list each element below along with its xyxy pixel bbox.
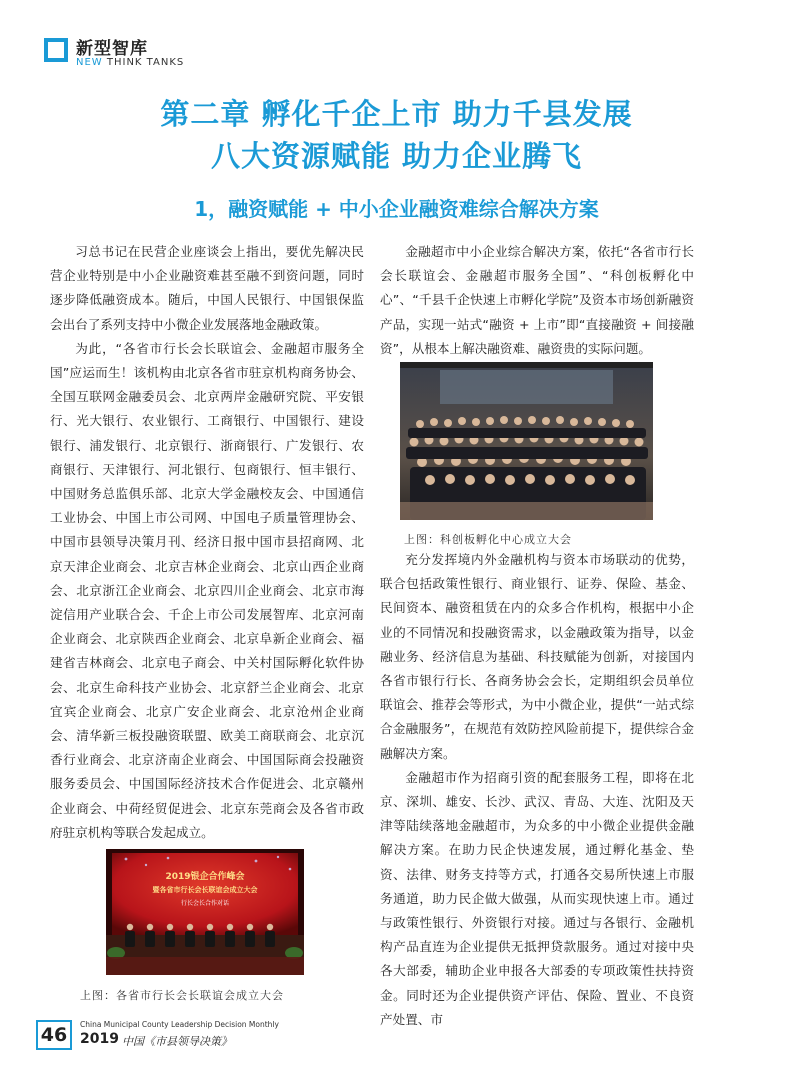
banner-line-1: 2019银企合作峰会 [165, 872, 245, 882]
event-photo-art [106, 849, 304, 975]
footer-magazine-title: 中国《市县领导决策》 [122, 1035, 232, 1048]
banner-line-3: 行长会长合作对话 [180, 900, 230, 907]
chapter-subtitle: 八大资源赋能 助力企业腾飞 [210, 139, 583, 173]
brand-square-icon [44, 38, 68, 62]
page-number: 46 [36, 1020, 72, 1050]
footer-publication-en: China Municipal County Leadership Decision Monthly [80, 1020, 279, 1029]
paragraph: 习总书记在民营企业座谈会上指出，要优先解决民营企业特别是中小企业融资难甚至融不到资问题，同时逐步降低融资成本。随后，中国人民银行、中国银保监会出台了系列支持中小微企业发展落地金融政策。 [50, 244, 364, 332]
event-photo [106, 849, 304, 975]
section-subtitle-rest: THINK TANKS [102, 57, 185, 68]
paragraph: 为此，“各省市行长会长联谊会、金融超市服务全国”应运而生！该机构由北京各省市驻京机构商务协会、全国互联网金融委员会、北京两岸金融研究院、平安银行、光大银行、农业银行、工商银行、中国银行、建设银行、浦发银行、北京银行、浙商银行、广发银行、农商银行、天津银行、河北银行、包商银行、恒丰银行、中国财务总监俱乐部、北京大学金融校友会、中国通信工业协会、中国上市公司网、中国电子质量管理协会、中国市县领导决策月刊、经济日报中国市县招商网、北京天津企业商会、北京吉林企业商会、北京山西企业商会、北京浙江企业商会、北京四川企业商会、北京市海淀信用产业联合会、千企上市公司发展智库、北京河南企业商会、北京陕西企业商会、北京阜新企业商会、福建省吉林商会、北京电子商会、中关村国际孵化软件协会、北京生命科技产业协会、北京舒兰企业商会、北京宜宾企业商会、北京广安企业商会、北京沧州企业商会、清华新三板投融资联盟、欧美工商联商会、北京沉香行业商会、北京济南企业商会、中国国际商会投融资服务委员会、中国国际经济技术合作促进会、北京赣州企业商会、中荷经贸促进会、北京东莞商会及各省市政府驻京机构等联合发起成立。 [50, 340, 364, 840]
photo-caption: 上图：科创板孵化中心成立大会 [404, 533, 572, 546]
right-column-bottom [380, 548, 694, 1032]
group-photo [400, 362, 653, 520]
left-column [50, 240, 364, 845]
section-title: 新型智库 [76, 39, 148, 59]
section-subtitle [76, 57, 184, 68]
photo-caption: 上图：各省市行长会长联谊会成立大会 [80, 989, 284, 1002]
group-photo-art [400, 362, 653, 520]
paragraph: 金融超市作为招商引资的配套服务工程，即将在北京、深圳、雄安、长沙、武汉、青岛、大连、沈阳及天津等陆续落地金融超市，为众多的中小微企业提供金融解决方案。在助力民企快速发展，通过孵化基金、垫资、法律、财务支持等方式，打通各交易所快速上市服务通道，助力民企做大做强，从而实现快速上市。通过与政策性银行、外资银行对接。通过与各银行、金融机构产品直连为企业提供无抵押贷款服务。通过对接中央各大部委，辅助企业申报各大部委的专项政策性扶持资金。同时还为企业提供资产评估、保险、置业、不良资产处置、市 [380, 769, 694, 1027]
paragraph: 充分发挥境内外金融机构与资本市场联动的优势，联合包括政策性银行、商业银行、证券、保险、基金、民间资本、融资租赁在内的众多合作机构，根据中小企业的不同情况和投融资需求，以金融政策为指导，以金融业务、经济信息为基础、科技赋能为创新，对接国内各省市银行行长、各商务协会会长，定期组织会员单位联谊会、推荐会等形式，为中小微企业，提供“一站式综合金融服务”，在规范有效防控风险前提下，提供综合金融解决方案。 [380, 552, 694, 761]
right-column-top [380, 240, 694, 361]
paragraph: 金融超市中小企业综合解决方案，依托“各省市行长会长联谊会、金融超市服务全国”、“科创板孵化中心”、“千县千企快速上市孵化学院”及资本市场创新融资产品，实现一站式“融资 + 上市”即“直接融资 + 间接融资”，从根本上解决融资难、融资贵的实际问题。 [380, 244, 694, 356]
footer-year: 2019 [80, 1031, 119, 1047]
section-heading: 1，融资赋能 + 中小企业融资难综合解决方案 [194, 197, 599, 221]
section-subtitle-new: NEW [76, 57, 103, 68]
banner-line-2: 暨各省市行长会长联谊会成立大会 [152, 886, 258, 894]
chapter-title: 第二章 孵化千企上市 助力千县发展 [160, 97, 633, 131]
